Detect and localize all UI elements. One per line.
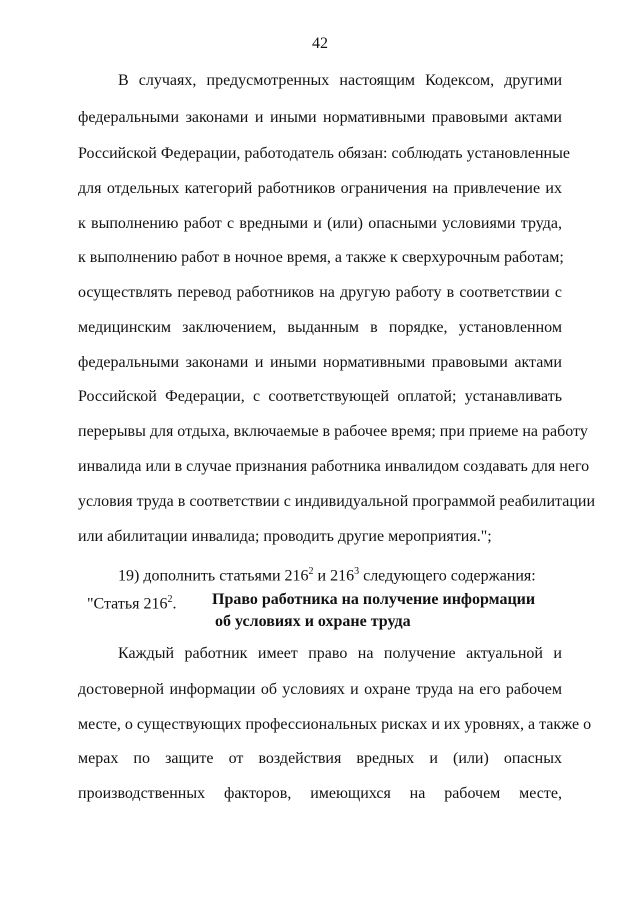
text-line: перерывы для отдыха, включаемые в рабочее время; при приеме на работу xyxy=(78,423,588,440)
article-title-line-2: об условиях и охране труда xyxy=(215,613,411,630)
text-line: осуществлять перевод работников на другую работу в соответствии с xyxy=(78,284,562,301)
text-line: к выполнению работ с вредными и (или) опасными условиями труда, xyxy=(78,215,562,232)
superscript: 2 xyxy=(308,566,314,577)
text-line: месте, о существующих профессиональных рисках и их уровнях, а также о xyxy=(78,716,592,733)
article-title-line-1: Право работника на получение информации xyxy=(212,591,536,608)
text-line: медицинским заключением, выданным в порядке, установленном xyxy=(78,319,562,336)
article-heading xyxy=(87,589,557,633)
text-line: инвалида или в случае признания работника инвалидом создавать для него xyxy=(78,458,590,475)
superscript: 3 xyxy=(354,566,360,577)
item-19-suffix: следующего содержания: xyxy=(359,567,536,585)
item-19-middle: и 216 xyxy=(313,567,355,585)
text-line: федеральными законами и иными нормативными правовыми актами xyxy=(78,109,562,126)
text-line: В случаях, предусмотренных настоящим Кодексом, другими xyxy=(118,72,562,89)
page-number: 42 xyxy=(312,35,328,52)
article-label: "Статья $216^2$. xyxy=(87,594,177,613)
article-title xyxy=(212,589,535,633)
text-line: Российской Федерации, с соответствующей оплатой; устанавливать xyxy=(78,388,562,405)
text-line: Российской Федерации, работодатель обязан: соблюдать установленные xyxy=(78,145,570,162)
item-19-prefix: 19) дополнить статьями 216 xyxy=(118,567,309,585)
text-line: мерах по защите от воздействия вредных и (или) опасных xyxy=(78,750,562,767)
text-line: или абилитации инвалида; проводить другие мероприятия."; xyxy=(78,528,492,545)
text-line: к выполнению работ в ночное время, а также к сверхурочным работам; xyxy=(78,249,564,266)
text-line: условия труда в соответствии с индивидуальной программой реабилитации xyxy=(78,493,596,510)
text-line: федеральными законами и иными нормативными правовыми актами xyxy=(78,354,562,371)
text-line: Каждый работник имеет право на получение актуальной и xyxy=(118,645,562,662)
text-line: для отдельных категорий работников ограничения на привлечение их xyxy=(78,180,562,197)
text-line: производственных факторов, имеющихся на рабочем месте, xyxy=(78,785,562,802)
item-19 xyxy=(118,561,562,583)
text-line: достоверной информации об условиях и охране труда на его рабочем xyxy=(78,681,562,698)
